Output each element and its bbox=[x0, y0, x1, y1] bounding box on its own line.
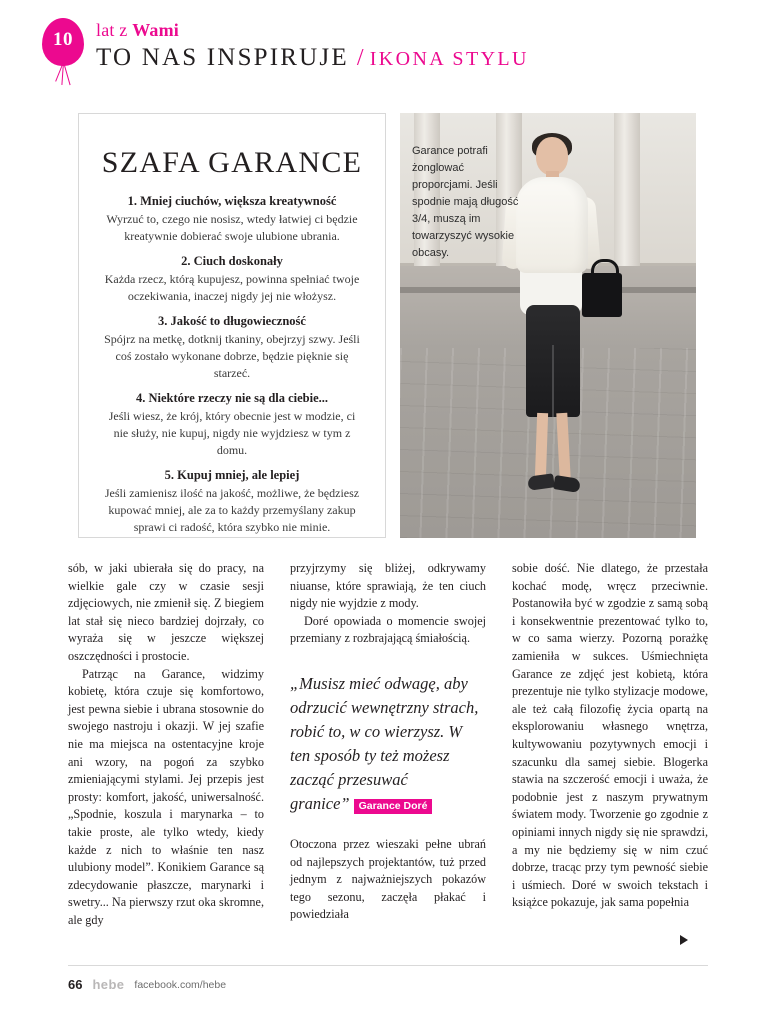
paragraph: sób, w jaki ubierała się do pracy, na wielkie gale czy w czasie sesji zdjęciowych, nie zmienił się. Z biegiem lat stał się nieco bardziej dojrzały, co wyraża się w jeszcze większej oszczędności i prostocie. bbox=[68, 561, 264, 663]
figure-shoe-right bbox=[553, 475, 581, 493]
tip-body: Każda rzecz, którą kupujesz, powinna spełniać twoje oczekiwania, inaczej nigdy jej nie włożysz. bbox=[104, 272, 360, 303]
article-column-2 bbox=[290, 560, 486, 924]
feature-panel bbox=[78, 113, 696, 538]
tip-item bbox=[101, 391, 363, 459]
article-body bbox=[68, 560, 708, 950]
balloon-number: 10 bbox=[53, 29, 73, 50]
page-subtitle: IKONA STYLU bbox=[369, 48, 529, 70]
photo-column bbox=[614, 113, 640, 266]
tip-body: Jeśli zamienisz ilość na jakość, możliwe, że będziesz kupować mniej, ale za to każdy przemyślany zakup sprawi ci radość, która szybko nie minie. bbox=[104, 486, 360, 534]
brand-logo: hebe bbox=[92, 977, 125, 992]
header-kicker bbox=[96, 20, 179, 41]
page-footer bbox=[68, 977, 728, 992]
facebook-link[interactable]: facebook.com/hebe bbox=[134, 978, 227, 991]
balloon-strings-icon bbox=[50, 62, 80, 88]
tips-box bbox=[78, 113, 386, 538]
tip-body: Wyrzuć to, czego nie nosisz, wtedy łatwiej ci będzie kreatywnie dobierać swoje ulubione ubrania. bbox=[106, 212, 358, 243]
tip-heading: 1. Mniej ciuchów, większa kreatywność bbox=[127, 194, 337, 208]
article-column-3 bbox=[512, 560, 708, 912]
page-title: TO NAS INSPIRUJE bbox=[96, 44, 349, 71]
tip-body: Spójrz na metkę, dotknij tkaniny, obejrzyj szwy. Jeśli coś zostało wykonane dobrze, będzie pięknie się starzeć. bbox=[104, 332, 360, 380]
tip-item bbox=[101, 194, 363, 245]
paragraph: sobie dość. Nie dlatego, że przestała kochać modę, wręcz przeciwnie. Postanowiła być w zgodzie z samą sobą i konsekwentnie prezentować tylko to, w co sama wierzy. Pozorną porażkę zamieniła w sukces. Uśmiechnięta Garance ze zdjęć jest kobietą, która prezentuje nie tylko stylizacje modowe, ale też całą filozofię życia opartą na eksplorowaniu własnego wnętrza, kultywowaniu pozytywnych emocji i szacunku dla samej siebie. Blogerka stawia na szczerość emocji i uważa, że podobnie jest z naszym prywatnym światem mody. Tworzenie go zgodnie z opiniami innych nigdy się nie sprawdzi, a my nie będziemy się w nim czuć dobrze, tracąc przy tym pewność siebie i uśmiech. Doré w swoich tekstach i książce pokazuje, jak sama popełnia bbox=[512, 561, 708, 910]
footer-divider bbox=[68, 965, 708, 966]
figure-leg-right bbox=[556, 413, 570, 479]
tip-item bbox=[101, 468, 363, 536]
paragraph: przyjrzymy się bliżej, odkrywamy niuanse, które sprawiają, że ten ciuch nigdy nie wyjdzie z mody. bbox=[290, 561, 486, 611]
figure-head bbox=[536, 137, 568, 175]
title-separator: / bbox=[356, 45, 366, 71]
figure-handbag bbox=[582, 273, 622, 317]
pull-quote-author: Garance Doré bbox=[354, 799, 433, 814]
header-title-row bbox=[96, 44, 529, 72]
figure-leg-left bbox=[535, 413, 548, 479]
pull-quote-text: „Musisz mieć odwagę, aby odrzucić wewnętrzny strach, robić to, w co wierzysz. W ten sposób ty też możesz zacząć przesuwać granice” bbox=[290, 673, 479, 813]
kicker-bold: Wami bbox=[132, 20, 179, 40]
paragraph: Otoczona przez wieszaki pełne ubrań od najlepszych projektantów, tuż przed jednym z najważniejszych pokazów tego sezonu, zaczęła płakać i powiedziała bbox=[290, 836, 486, 922]
tips-box-title: SZAFA GARANCE bbox=[101, 146, 363, 179]
kicker-plain: lat z bbox=[96, 20, 133, 40]
figure-leather-trousers bbox=[526, 305, 580, 417]
figure-sweater bbox=[516, 177, 588, 273]
anniversary-balloon bbox=[38, 18, 94, 88]
tip-heading: 2. Ciuch doskonały bbox=[181, 254, 283, 268]
figure-shoe-left bbox=[527, 473, 555, 490]
page-header bbox=[38, 18, 737, 88]
paragraph: Doré opowiada o momencie swojej przemiany z rozbrajającą śmiałością. bbox=[290, 613, 486, 646]
tip-item bbox=[101, 254, 363, 305]
paragraph: Patrząc na Garance, widzimy kobietę, która czuje się komfortowo, jest pewna siebie i ubrana stosownie do swojego nastroju i okazji. W jej szafie nie ma miejsca na ostentacyjne kroje ani wzory, na pogoń za szybko zmieniającymi stylami. Jej przepis jest prosty: komfort, jakość, uniwersalność. „Spodnie, koszula i marynarka – to takie proste, ale tylko wtedy, kiedy każde z nich to właśnie ten nasz ulubiony model”. Konikiem Garance są zdecydowanie płaszcze, marynarki i swetry... Na pierwszy rzut oka skromne, ale gdy bbox=[68, 666, 264, 927]
photo-caption: Garance potrafi żonglować proporcjami. Jeśli spodnie mają długość 3/4, muszą im towarzyszyć wysokie obcasy. bbox=[412, 145, 519, 259]
pull-quote bbox=[290, 672, 486, 818]
page-number: 66 bbox=[68, 977, 83, 992]
tip-heading: 5. Kupuj mniej, ale lepiej bbox=[164, 468, 300, 482]
article-column-1 bbox=[68, 560, 264, 929]
tip-item bbox=[101, 314, 363, 382]
tip-heading: 3. Jakość to długowieczność bbox=[158, 314, 306, 328]
tip-heading: 4. Niektóre rzeczy nie są dla ciebie... bbox=[135, 391, 329, 405]
feature-photo bbox=[400, 113, 696, 538]
tip-body: Jeśli wiesz, że krój, który obecnie jest w modzie, ci nie służy, nie kupuj, nigdy nie wyjdziesz w tym z domu. bbox=[108, 409, 356, 457]
continue-arrow-icon bbox=[680, 935, 688, 945]
